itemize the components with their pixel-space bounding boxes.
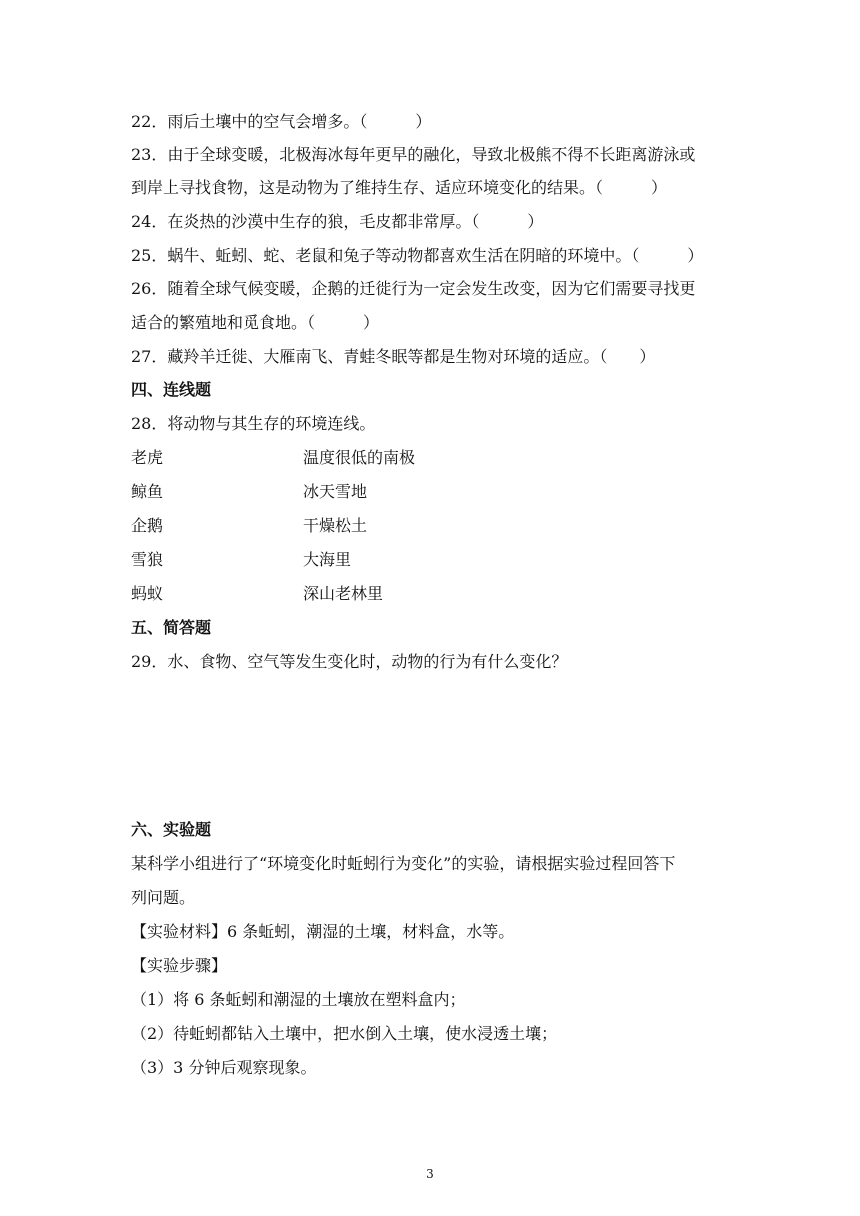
- question-26-line1: 26．随着全球气候变暖，企鹅的迁徙行为一定会发生改变，因为它们需要寻找更: [131, 279, 696, 298]
- experiment-step: （1）将 6 条蚯蚓和潮湿的土壤放在塑料盒内；: [131, 990, 466, 1009]
- match-environment: 大海里: [303, 550, 352, 569]
- question-29: 29．水、食物、空气等发生变化时，动物的行为有什么变化？: [131, 652, 568, 671]
- question-22: 22．雨后土壤中的空气会增多。（ ）: [131, 112, 432, 131]
- match-animal: 企鹅: [131, 516, 164, 535]
- experiment-step: （3）3 分钟后观察现象。: [131, 1058, 317, 1077]
- match-environment: 干燥松土: [303, 516, 368, 535]
- section-5-heading: 五、简答题: [131, 618, 212, 637]
- question-26-line2: 适合的繁殖地和觅食地。（ ）: [131, 313, 380, 332]
- match-animal: 雪狼: [131, 550, 164, 569]
- match-environment: 冰天雪地: [303, 482, 368, 501]
- question-23-line1: 23．由于全球变暖，北极海冰每年更早的融化，导致北极熊不得不长距离游泳或: [131, 145, 696, 164]
- section-4-heading: 四、连线题: [131, 380, 212, 399]
- question-28: 28．将动物与其生存的环境连线。: [131, 414, 376, 433]
- experiment-step: （2）待蚯蚓都钻入土壤中，把水倒入土壤，使水浸透土壤；: [131, 1024, 558, 1043]
- match-environment: 深山老林里: [303, 584, 384, 603]
- page-number: 3: [426, 1167, 434, 1181]
- match-environment: 温度很低的南极: [303, 448, 416, 467]
- experiment-materials: 【实验材料】6 条蚯蚓，潮湿的土壤，材料盒，水等。: [131, 922, 515, 941]
- question-25: 25．蜗牛、蚯蚓、蛇、老鼠和兔子等动物都喜欢生活在阴暗的环境中。（ ）: [131, 246, 704, 265]
- question-23-line2: 到岸上寻找食物，这是动物为了维持生存、适应环境变化的结果。（ ）: [131, 178, 668, 197]
- experiment-intro-line1: 某科学小组进行了“环境变化时蚯蚓行为变化”的实验，请根据实验过程回答下: [131, 854, 676, 873]
- match-animal: 老虎: [131, 448, 164, 467]
- section-6-heading: 六、实验题: [131, 820, 212, 839]
- match-animal: 蚂蚁: [131, 584, 164, 603]
- experiment-steps-heading: 【实验步骤】: [131, 956, 228, 975]
- question-27: 27．藏羚羊迁徙、大雁南飞、青蛙冬眠等都是生物对环境的适应。（ ）: [131, 347, 656, 366]
- match-animal: 鲸鱼: [131, 482, 164, 501]
- question-24: 24．在炎热的沙漠中生存的狼，毛皮都非常厚。（ ）: [131, 212, 544, 231]
- experiment-intro-line2: 列问题。: [131, 888, 196, 907]
